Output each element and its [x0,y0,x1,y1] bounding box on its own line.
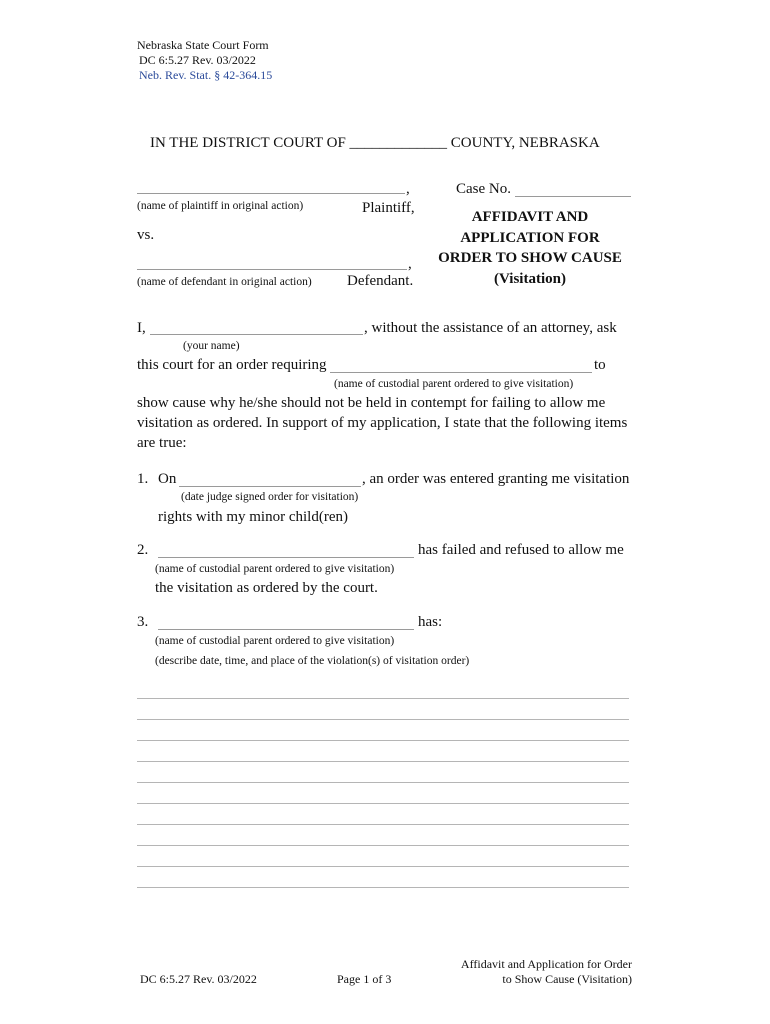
item-3-hint: (name of custodial parent ordered to give visitation) [155,635,395,647]
defendant-name-field[interactable] [137,269,407,270]
item-2-number: 2. [137,542,149,558]
title-line-4: (Visitation) [494,271,566,287]
violation-description-line[interactable] [137,887,629,888]
item-3-custodial-field[interactable] [158,629,414,630]
item-2-text: has failed and refused to allow me [418,542,624,558]
item-2-hint: (name of custodial parent ordered to give visitation) [155,563,395,575]
defendant-hint: (name of defendant in original action) [137,276,312,288]
violation-description-line[interactable] [137,866,629,867]
item-2-custodial-field[interactable] [158,557,414,558]
plaintiff-comma: , [406,181,410,197]
violation-description-line[interactable] [137,761,629,762]
your-name-field[interactable] [150,334,363,335]
violation-description-line[interactable] [137,698,629,699]
item-1-number: 1. [137,471,149,487]
title-line-2: APPLICATION FOR [460,230,600,246]
item-3-hint-2: (describe date, time, and place of the violation(s) of visitation order) [155,655,470,667]
intro-para-line-1: show cause why he/she should not be held in contempt for failing to allow me [137,395,606,411]
title-line-1: AFFIDAVIT AND [471,209,589,225]
violation-description-line[interactable] [137,782,629,783]
plaintiff-label: Plaintiff, [362,200,415,216]
intro-para-line-2: visitation as ordered. In support of my application, I state that the following items [137,415,628,431]
footer-form-code: DC 6:5.27 Rev. 03/2022 [140,972,257,986]
case-no-field[interactable] [515,196,631,197]
form-code: DC 6:5.27 Rev. 03/2022 [139,53,256,67]
item-1-text: , an order was entered granting me visitation [362,471,630,487]
intro-i: I, [137,320,146,336]
violation-description-line[interactable] [137,740,629,741]
court-line: IN THE DISTRICT COURT OF _____________ COUNTY, NEBRASKA [150,135,600,151]
defendant-comma: , [408,256,412,272]
intro-without-text: , without the assistance of an attorney, ask [364,320,617,336]
plaintiff-hint: (name of plaintiff in original action) [137,200,304,212]
item-3-text: has: [418,614,443,630]
your-name-hint: (your name) [183,340,240,352]
violation-description-line[interactable] [137,824,629,825]
defendant-label: Defendant. [347,273,414,289]
intro-to: to [594,357,606,373]
vs-label: vs. [137,227,155,243]
footer-page-number: Page 1 of 3 [337,972,392,986]
item-1-continuation: rights with my minor child(ren) [158,509,348,525]
violation-description-line[interactable] [137,803,629,804]
intro-order-requiring: this court for an order requiring [137,357,327,373]
order-date-field[interactable] [179,486,361,487]
violation-description-line[interactable] [137,719,629,720]
title-line-3: ORDER TO SHOW CAUSE [438,250,622,266]
footer-title-line-1: Affidavit and Application for Order [460,957,632,971]
violation-description-line[interactable] [137,845,629,846]
case-no-label: Case No. [456,181,511,197]
intro-para-line-3: are true: [137,435,187,451]
item-3-number: 3. [137,614,149,630]
item-1-hint: (date judge signed order for visitation) [181,491,359,503]
statute-link[interactable]: Neb. Rev. Stat. § 42-364.15 [139,68,273,82]
item-1-on: On [158,471,177,487]
custodial-parent-field[interactable] [330,372,592,373]
footer-title-line-2: to Show Cause (Visitation) [502,972,632,986]
plaintiff-name-field[interactable] [137,193,405,194]
form-name: Nebraska State Court Form [137,38,269,52]
item-2-continuation: the visitation as ordered by the court. [155,580,378,596]
custodial-hint: (name of custodial parent ordered to give visitation) [334,378,574,390]
